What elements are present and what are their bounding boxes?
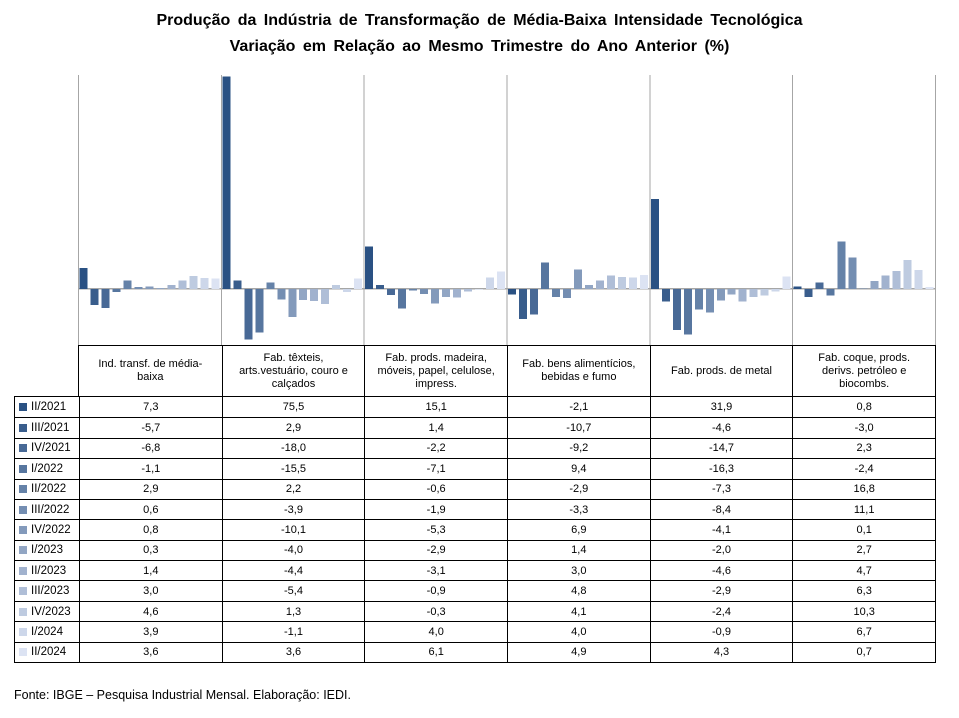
table-row [15,458,935,478]
value-cell: -0,3 [364,602,507,621]
category-header-cell: Fab. coque, prods. derivs. petróleo e biocombs. [792,346,935,396]
bar [365,246,373,288]
chart-title [0,8,959,60]
bar [827,289,835,296]
value-cell: 16,8 [792,480,935,499]
bar [563,289,571,298]
value-cell: 4,0 [364,622,507,641]
value-cell: 2,7 [792,541,935,560]
legend-swatch-icon [19,485,27,493]
bar [717,289,725,301]
bar [750,289,758,297]
value-cell: -2,9 [364,541,507,560]
value-cell: 4,7 [792,561,935,580]
legend-cell [15,622,79,641]
bar [398,289,406,309]
bar [794,287,802,289]
value-cell: 3,9 [79,622,222,641]
value-cell: -5,7 [79,418,222,437]
value-cell: -7,1 [364,459,507,478]
value-cell: -4,0 [222,541,365,560]
value-cell: -3,9 [222,500,365,519]
value-cell: 9,4 [507,459,650,478]
value-cell: -0,9 [364,581,507,600]
category-header-cell: Ind. transf. de média-baixa [98,358,203,383]
legend-cell [15,459,79,478]
bar [607,275,615,289]
bar [321,289,329,304]
value-cell: 31,9 [650,397,793,417]
bar [706,289,714,313]
value-cell: 6,1 [364,643,507,662]
value-cell: 4,3 [650,643,793,662]
value-cell: -15,5 [222,459,365,478]
bar [453,289,461,298]
table-row [15,540,935,560]
bar [783,277,791,289]
series-label: IV/2023 [31,605,71,618]
legend-cell [15,439,79,458]
value-cell: -16,3 [650,459,793,478]
value-cell: 4,0 [507,622,650,641]
value-cell: 11,1 [792,500,935,519]
legend-swatch-icon [19,465,27,473]
value-cell: -9,2 [507,439,650,458]
bar [585,285,593,289]
bar [442,289,450,297]
legend-cell [15,581,79,600]
bar [90,289,98,305]
legend-swatch-icon [19,526,27,534]
value-cell: -4,6 [650,418,793,437]
value-cell: -14,7 [650,439,793,458]
value-cell: -2,2 [364,439,507,458]
bar [574,269,582,288]
legend-swatch-icon [19,403,27,411]
bar [431,289,439,304]
legend-swatch-icon [19,546,27,554]
bar [673,289,681,330]
bar [662,289,670,302]
bar [772,289,780,292]
bar [222,76,230,288]
value-cell: -0,9 [650,622,793,641]
bar [893,271,901,289]
value-cell: 3,6 [79,643,222,662]
value-cell: -3,3 [507,500,650,519]
value-cell: 0,8 [79,520,222,539]
table-row [15,601,935,621]
value-cell: 0,6 [79,500,222,519]
bar [178,280,186,288]
value-cell: 6,9 [507,520,650,539]
series-label: II/2024 [31,646,67,659]
bar [233,281,241,289]
value-cell: -1,1 [222,622,365,641]
value-cell: 15,1 [364,397,507,417]
bar [277,289,285,300]
value-cell: 1,4 [364,418,507,437]
value-cell: -7,3 [650,480,793,499]
bar [101,289,109,308]
legend-swatch-icon [19,444,27,452]
bar [530,289,538,315]
value-cell: 1,3 [222,602,365,621]
bar [299,289,307,300]
series-label: II/2021 [31,401,67,414]
bar [310,289,318,301]
value-cell: 75,5 [222,397,365,417]
series-label: II/2023 [31,564,67,577]
bar [266,283,274,289]
bar [596,280,604,288]
value-cell: 4,6 [79,602,222,621]
bar [332,285,340,289]
bar [475,289,483,290]
bar [497,272,505,289]
bar [508,289,516,295]
bar [134,287,142,289]
category-header-cell: Fab. prods. de metal [650,346,793,396]
value-cell: -10,1 [222,520,365,539]
bar [112,289,120,292]
value-cell: -3,1 [364,561,507,580]
chart-title-line1: Produção da Indústria de Transformação de Média-Baixa Intensidade Tecnológica [156,12,803,29]
value-cell: 3,6 [222,643,365,662]
series-label: IV/2022 [31,523,71,536]
bar [486,278,494,289]
bar [926,287,934,289]
bar [871,281,879,289]
bar [684,289,692,335]
bar [728,289,736,295]
category-header-cell: Fab. bens alimentícios, bebidas e fumo [507,346,650,396]
value-cell: 7,3 [79,397,222,417]
series-label: III/2022 [31,503,70,516]
value-cell: 3,0 [507,561,650,580]
data-table [14,396,936,663]
value-cell: 1,4 [79,561,222,580]
value-cell: 6,3 [792,581,935,600]
table-row [15,580,935,600]
category-header-cell: Fab. prods. madeira, móveis, papel, celulose, impress. [364,346,507,396]
chart-title-line2: Variação em Relação ao Mesmo Trimestre do Ano Anterior (%) [229,38,730,55]
bar [464,289,472,292]
legend-cell [15,500,79,519]
value-cell: 4,1 [507,602,650,621]
category-header-cell: Fab. têxteis, arts.vestuário, couro e calçados [222,346,365,396]
bar [167,285,175,289]
series-label: III/2023 [31,585,70,598]
legend-swatch-icon [19,628,27,636]
bar [123,281,131,289]
bar [409,289,417,291]
bar [904,260,912,289]
bar [189,276,197,289]
bar [420,289,428,294]
table-row [15,397,935,417]
bar [805,289,813,297]
series-label: III/2021 [31,422,70,435]
value-cell: 6,7 [792,622,935,641]
bar [761,289,769,296]
series-label: II/2022 [31,483,67,496]
value-cell: 0,8 [792,397,935,417]
value-cell: -2,4 [792,459,935,478]
value-cell: -1,9 [364,500,507,519]
legend-swatch-icon [19,567,27,575]
value-cell: 0,7 [792,643,935,662]
value-cell: -8,4 [650,500,793,519]
table-row [15,642,935,662]
legend-cell [15,480,79,499]
bar [915,270,923,289]
value-cell: -5,4 [222,581,365,600]
bar [541,262,549,288]
value-cell: -18,0 [222,439,365,458]
bar [255,289,263,333]
value-cell: 2,9 [222,418,365,437]
legend-cell [15,602,79,621]
value-cell: -3,0 [792,418,935,437]
legend-swatch-icon [19,506,27,514]
value-cell: 2,2 [222,480,365,499]
value-cell: -2,9 [650,581,793,600]
value-cell: 2,9 [79,480,222,499]
legend-swatch-icon [19,608,27,616]
legend-cell [15,561,79,580]
source-note: Fonte: IBGE – Pesquisa Industrial Mensal. Elaboração: IEDI. [14,688,351,702]
series-label: I/2022 [31,462,63,475]
table-row [15,519,935,539]
bar [288,289,296,317]
value-cell: -5,3 [364,520,507,539]
bar [244,289,252,340]
value-cell: -2,4 [650,602,793,621]
value-cell: -0,6 [364,480,507,499]
bar [343,289,351,292]
category-header-row [78,345,936,397]
table-row [15,560,935,580]
bar [552,289,560,297]
legend-cell [15,397,79,417]
value-cell: 1,4 [507,541,650,560]
bar [629,278,637,289]
legend-swatch-icon [19,424,27,432]
value-cell: -4,4 [222,561,365,580]
value-cell: -10,7 [507,418,650,437]
bar [354,279,362,289]
bar [519,289,527,319]
bar [849,258,857,289]
bar [618,277,626,289]
bar [739,289,747,302]
legend-cell [15,520,79,539]
value-cell: -4,6 [650,561,793,580]
table-row [15,499,935,519]
bar [387,289,395,295]
bar [79,268,87,289]
legend-swatch-icon [19,648,27,656]
bar-chart [78,75,936,345]
table-row [15,479,935,499]
series-label: I/2023 [31,544,63,557]
value-cell: 0,1 [792,520,935,539]
bar [200,278,208,289]
value-cell: -2,0 [650,541,793,560]
value-cell: 3,0 [79,581,222,600]
bar [376,285,384,289]
plot-area [78,75,936,345]
legend-cell [15,541,79,560]
table-row [15,417,935,437]
bar [816,282,824,288]
value-cell: 2,3 [792,439,935,458]
value-cell: 4,9 [507,643,650,662]
value-cell: -2,9 [507,480,650,499]
value-cell: -4,1 [650,520,793,539]
value-cell: 10,3 [792,602,935,621]
table-row [15,621,935,641]
bar [156,288,164,289]
table-row [15,438,935,458]
bar [211,279,219,289]
bar [695,289,703,310]
series-label: IV/2021 [31,442,71,455]
value-cell: -2,1 [507,397,650,417]
value-cell: 4,8 [507,581,650,600]
legend-swatch-icon [19,587,27,595]
bar [838,242,846,289]
bar [651,199,659,289]
legend-cell [15,643,79,662]
value-cell: 0,3 [79,541,222,560]
series-label: I/2024 [31,625,63,638]
bar [882,276,890,289]
value-cell: -6,8 [79,439,222,458]
value-cell: -1,1 [79,459,222,478]
bar [145,287,153,289]
bar [640,275,648,289]
legend-cell [15,418,79,437]
